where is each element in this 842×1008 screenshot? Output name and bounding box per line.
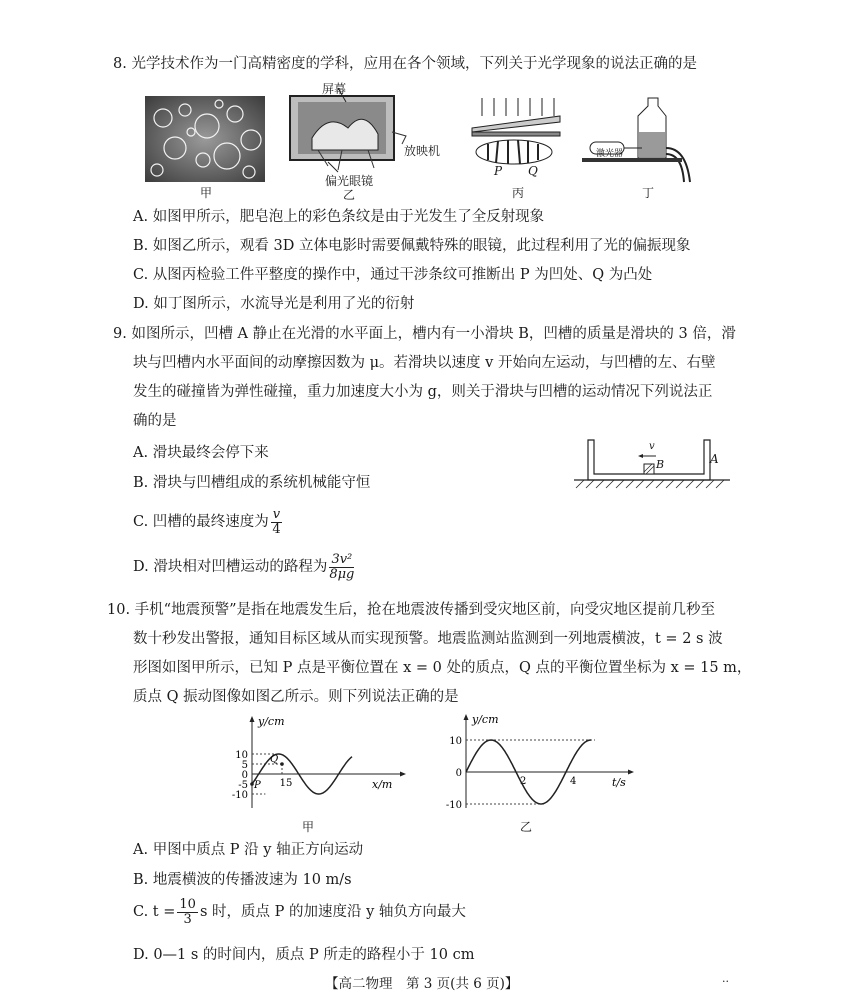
q9-option-d-text: D. 滑块相对凹槽运动的路程为 xyxy=(133,559,328,576)
jia-point-q: Q xyxy=(270,754,279,765)
air-wedge-figure xyxy=(468,98,568,170)
q8-option-b: B. 如图乙所示，观看 3D 立体电影时需要佩戴特殊的眼镜，此过程利用了光的偏振现象 xyxy=(133,238,691,254)
q10-c-denominator: 3 xyxy=(183,911,192,927)
yi-xtick-label: 4 xyxy=(570,776,577,787)
yi-xlabel: t/s xyxy=(612,776,626,789)
yi-ytick-label: 10 xyxy=(449,736,462,747)
q9-option-a: A. 滑块最终会停下来 xyxy=(133,445,269,461)
page-footer: 【高二物理 第 3 页(共 6 页)】 xyxy=(325,976,519,992)
q10-option-b: B. 地震横波的传播波速为 10 m/s xyxy=(133,872,352,888)
q10-option-c-pre: C. t = xyxy=(133,904,176,921)
projector-label: 放映机 xyxy=(404,144,441,158)
jia-point-q-dot xyxy=(280,762,284,766)
yi-xtick-label: 2 xyxy=(520,776,527,787)
q10-c-numerator: 10 xyxy=(179,897,196,912)
jia-ytick-label: 10 xyxy=(235,750,248,761)
q9-d-numerator: 3v² xyxy=(331,552,353,567)
fig-jia-label: 甲 xyxy=(200,186,213,200)
q9-c-denominator: 4 xyxy=(272,521,281,537)
glasses-label: 偏光眼镜 xyxy=(325,174,374,188)
q9-option-d-fraction xyxy=(329,553,354,581)
chart-jia-title: 甲 xyxy=(302,820,315,834)
q8-option-a: A. 如图甲所示，肥皂泡上的彩色条纹是由于光发生了全反射现象 xyxy=(133,209,545,225)
jia-ytick-label: -10 xyxy=(231,790,248,801)
q9-line3: 发生的碰撞皆为弹性碰撞，重力加速度大小为 g，则关于滑块与凹槽的运动情况下列说法正 xyxy=(133,384,713,400)
velocity-label: v xyxy=(649,441,655,452)
q9-option-c xyxy=(133,508,284,536)
q9-line1: 9. 如图所示，凹槽 A 静止在光滑的水平面上，槽内有一小滑块 B，凹槽的质量是滑块的 3 倍，滑 xyxy=(113,326,736,342)
fig-yi-label: 乙 xyxy=(343,188,356,202)
fig-bing-label: 丙 xyxy=(512,186,525,200)
q9-d-denominator: 8μg xyxy=(329,566,355,582)
block-b-label: B xyxy=(656,458,665,471)
q10-line3: 形图如图甲所示，已知 P 点是平衡位置在 x = 0 处的质点，Q 点的平衡位置坐标为 x = 15 m， xyxy=(133,660,752,676)
q9-option-b: B. 滑块与凹槽组成的系统机械能守恒 xyxy=(133,475,371,491)
jia-point-p: P xyxy=(254,780,261,791)
q10-option-c xyxy=(133,898,466,926)
wave-graph-jia xyxy=(222,712,412,812)
jia-ytick-label: 0 xyxy=(241,770,248,781)
jia-ytick-label: 5 xyxy=(241,760,248,771)
laser-label: 激光器 xyxy=(596,149,624,159)
yi-ytick-label: -10 xyxy=(445,800,462,811)
q9-option-c-text: C. 凹槽的最终速度为 xyxy=(133,514,269,531)
screen-label: 屏幕 xyxy=(322,82,347,96)
q8-stem: 8. 光学技术作为一门高精密度的学科，应用在各个领域，下列关于光学现象的说法正确的是 xyxy=(113,56,697,72)
yi-ytick-label: 0 xyxy=(455,768,462,779)
q10-option-d: D. 0—1 s 的时间内，质点 P 所走的路程小于 10 cm xyxy=(133,947,475,963)
q10-line1: 10. 手机“地震预警”是指在地震发生后，抢在地震波传播到受灾地区前，向受灾地区提前几秒至 xyxy=(107,602,715,618)
q9-c-numerator: v xyxy=(272,507,281,522)
q9-option-c-fraction xyxy=(271,508,282,536)
vibration-graph-yi xyxy=(440,712,640,812)
corner-mark: .. xyxy=(722,972,729,985)
q10-option-c-post: s 时，质点 P 的加速度沿 y 轴负方向最大 xyxy=(199,904,466,921)
q9-line2: 块与凹槽内水平面间的动摩擦因数为 μ。若滑块以速度 v 开始向左运动，与凹槽的左、右壁 xyxy=(133,355,716,371)
q10-line4: 质点 Q 振动图像如图乙所示。则下列说法正确的是 xyxy=(133,689,459,705)
jia-ylabel: y/cm xyxy=(258,715,285,728)
q9-line4: 确的是 xyxy=(133,413,177,429)
q8-option-d: D. 如丁图所示，水流导光是利用了光的衍射 xyxy=(133,296,415,312)
water-guide-figure xyxy=(582,96,702,186)
chart-yi-title: 乙 xyxy=(520,820,533,834)
q10-line2: 数十秒发出警报，通知目标区域从而实现预警。地震监测站监测到一列地震横波，t = 2 s 波 xyxy=(133,631,723,647)
q-label: Q xyxy=(528,164,538,178)
q9-option-d xyxy=(133,553,356,581)
jia-xlabel: x/m xyxy=(372,778,393,791)
q10-option-a: A. 甲图中质点 P 沿 y 轴正方向运动 xyxy=(133,842,364,858)
q8-option-c: C. 从图丙检验工件平整度的操作中，通过干涉条纹可推断出 P 为凹处、Q 为凸处 xyxy=(133,267,653,283)
fig-ding-label: 丁 xyxy=(642,186,655,200)
jia-ytick-label: -5 xyxy=(238,780,248,791)
p-label: P xyxy=(494,164,503,178)
groove-a-label: A xyxy=(710,452,719,466)
q10-option-c-fraction xyxy=(177,898,198,926)
jia-xtick-label: 15 xyxy=(279,778,293,789)
bubbles-photo xyxy=(145,96,265,182)
yi-ylabel: y/cm xyxy=(472,713,499,726)
